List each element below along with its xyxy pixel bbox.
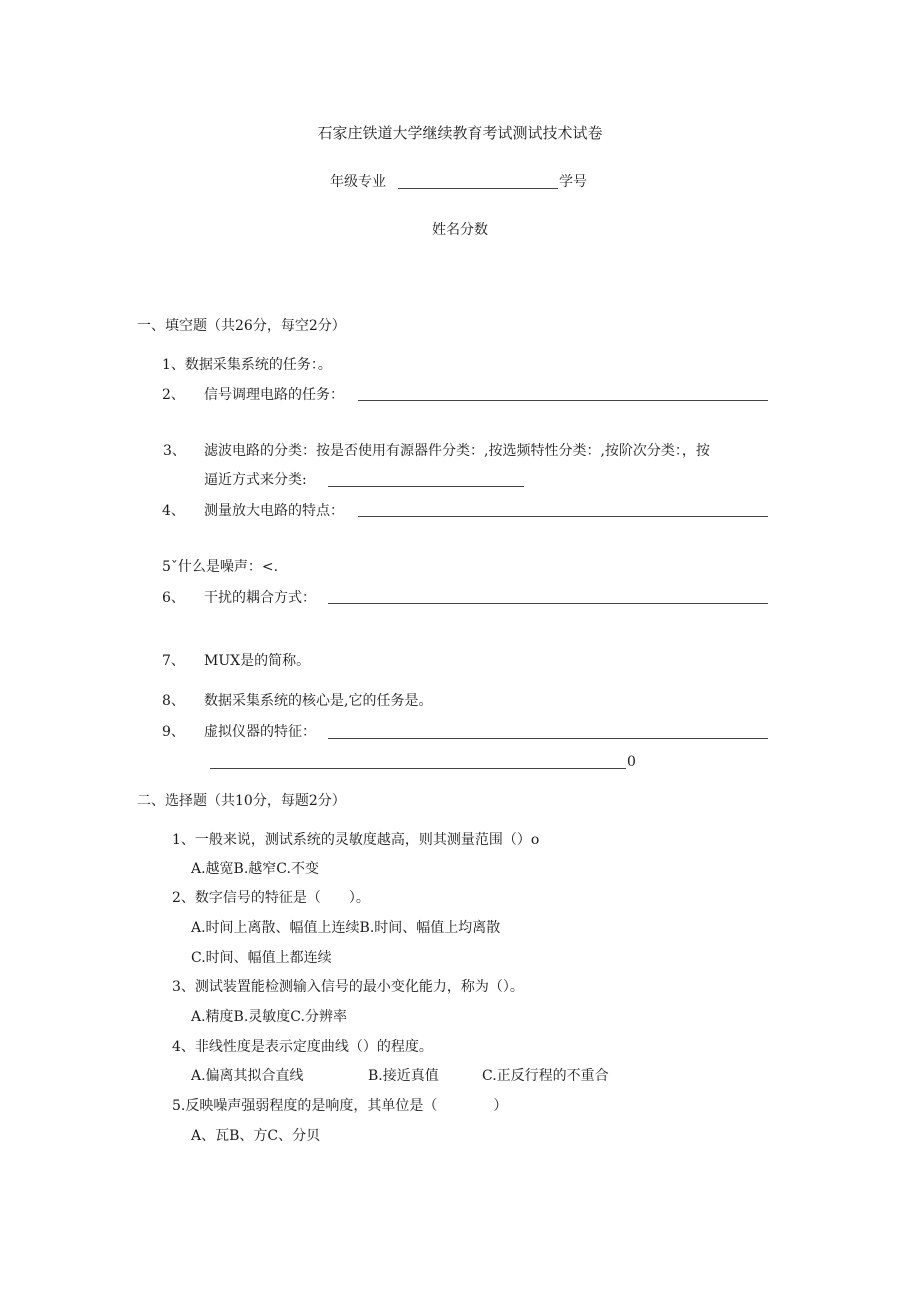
s1-question-1: 1、数据采集系统的任务：。 <box>162 357 332 373</box>
grade-major-blank[interactable] <box>398 188 558 189</box>
s2-question-2: 2、数字信号的特征是（ ）。 <box>172 890 370 906</box>
s1-question-2-text: 信号调理电路的任务： <box>204 387 344 403</box>
s1-question-7-text: MUX是的简称。 <box>204 653 311 669</box>
student-id-label: 学号 <box>559 174 587 190</box>
s1-question-9-number: 9、 <box>162 724 185 740</box>
s1-question-4-blank[interactable] <box>358 516 768 517</box>
s2-question-4-option-c: C.正反行程的不重合 <box>482 1068 609 1084</box>
s2-question-1-options: A.越宽B.越窄C.不变 <box>191 861 319 877</box>
s1-question-6-number: 6、 <box>162 590 185 606</box>
section2-heading: 二、选择题（共10分，每题2分） <box>137 793 346 809</box>
s1-question-6-text: 干扰的耦合方式： <box>204 590 316 606</box>
s1-question-2-number: 2、 <box>162 387 185 403</box>
s2-question-3-options: A.精度B.灵敏度C.分辨率 <box>191 1009 347 1025</box>
s1-question-9-blank-line1[interactable] <box>328 738 768 739</box>
s2-question-5: 5.反映噪声强弱程度的是响度，其单位是（ ） <box>172 1098 508 1114</box>
s2-question-3: 3、测试装置能检测输入信号的最小变化能力，称为（）。 <box>172 979 524 995</box>
s1-question-7-number: 7、 <box>162 653 185 669</box>
exam-title: 石家庄铁道大学继续教育考试测试技术试卷 <box>317 124 603 142</box>
section1-heading: 一、填空题（共26分，每空2分） <box>137 318 346 334</box>
s2-question-4: 4、非线性度是表示定度曲线（）的程度。 <box>172 1039 433 1055</box>
s2-question-1: 1、一般来说，测试系统的灵敏度越高，则其测量范围（）o <box>172 832 540 848</box>
s2-question-2-options-line2: C.时间、幅值上都连续 <box>191 950 332 966</box>
s1-question-2-blank[interactable] <box>358 400 768 401</box>
s2-question-2-options-line1: A.时间上离散、幅值上连续B.时间、幅值上均离散 <box>191 920 501 936</box>
name-score-label: 姓名分数 <box>432 222 488 238</box>
s1-question-4-number: 4、 <box>162 503 185 519</box>
s1-question-3-continued: 逼近方式来分类: <box>204 472 307 488</box>
s1-question-6-blank[interactable] <box>328 603 768 604</box>
s2-question-5-options: A、瓦B、方C、分贝 <box>191 1128 321 1144</box>
s2-question-4-option-a: A.偏离其拟合直线 <box>191 1068 304 1084</box>
s1-question-3-text: 滤波电路的分类：按是否使用有源器件分类：,按选频特性分类：,按阶次分类：，按 <box>204 443 710 459</box>
s1-question-5: 5ˇ什么是噪声：<. <box>162 559 279 575</box>
grade-major-label: 年级专业 <box>330 174 386 190</box>
s1-question-4-text: 测量放大电路的特点： <box>204 503 344 519</box>
s1-question-9-text: 虚拟仪器的特征： <box>204 724 316 740</box>
s1-question-9-end: 0 <box>627 754 636 770</box>
s2-question-4-option-b: B.接近真值 <box>368 1068 439 1084</box>
s1-question-3-number: 3、 <box>163 443 186 459</box>
s1-question-3-blank[interactable] <box>328 486 524 487</box>
s1-question-8-text: 数据采集系统的核心是,它的任务是。 <box>204 693 433 709</box>
s1-question-8-number: 8、 <box>162 693 185 709</box>
s1-question-9-blank-line2[interactable] <box>210 768 626 769</box>
